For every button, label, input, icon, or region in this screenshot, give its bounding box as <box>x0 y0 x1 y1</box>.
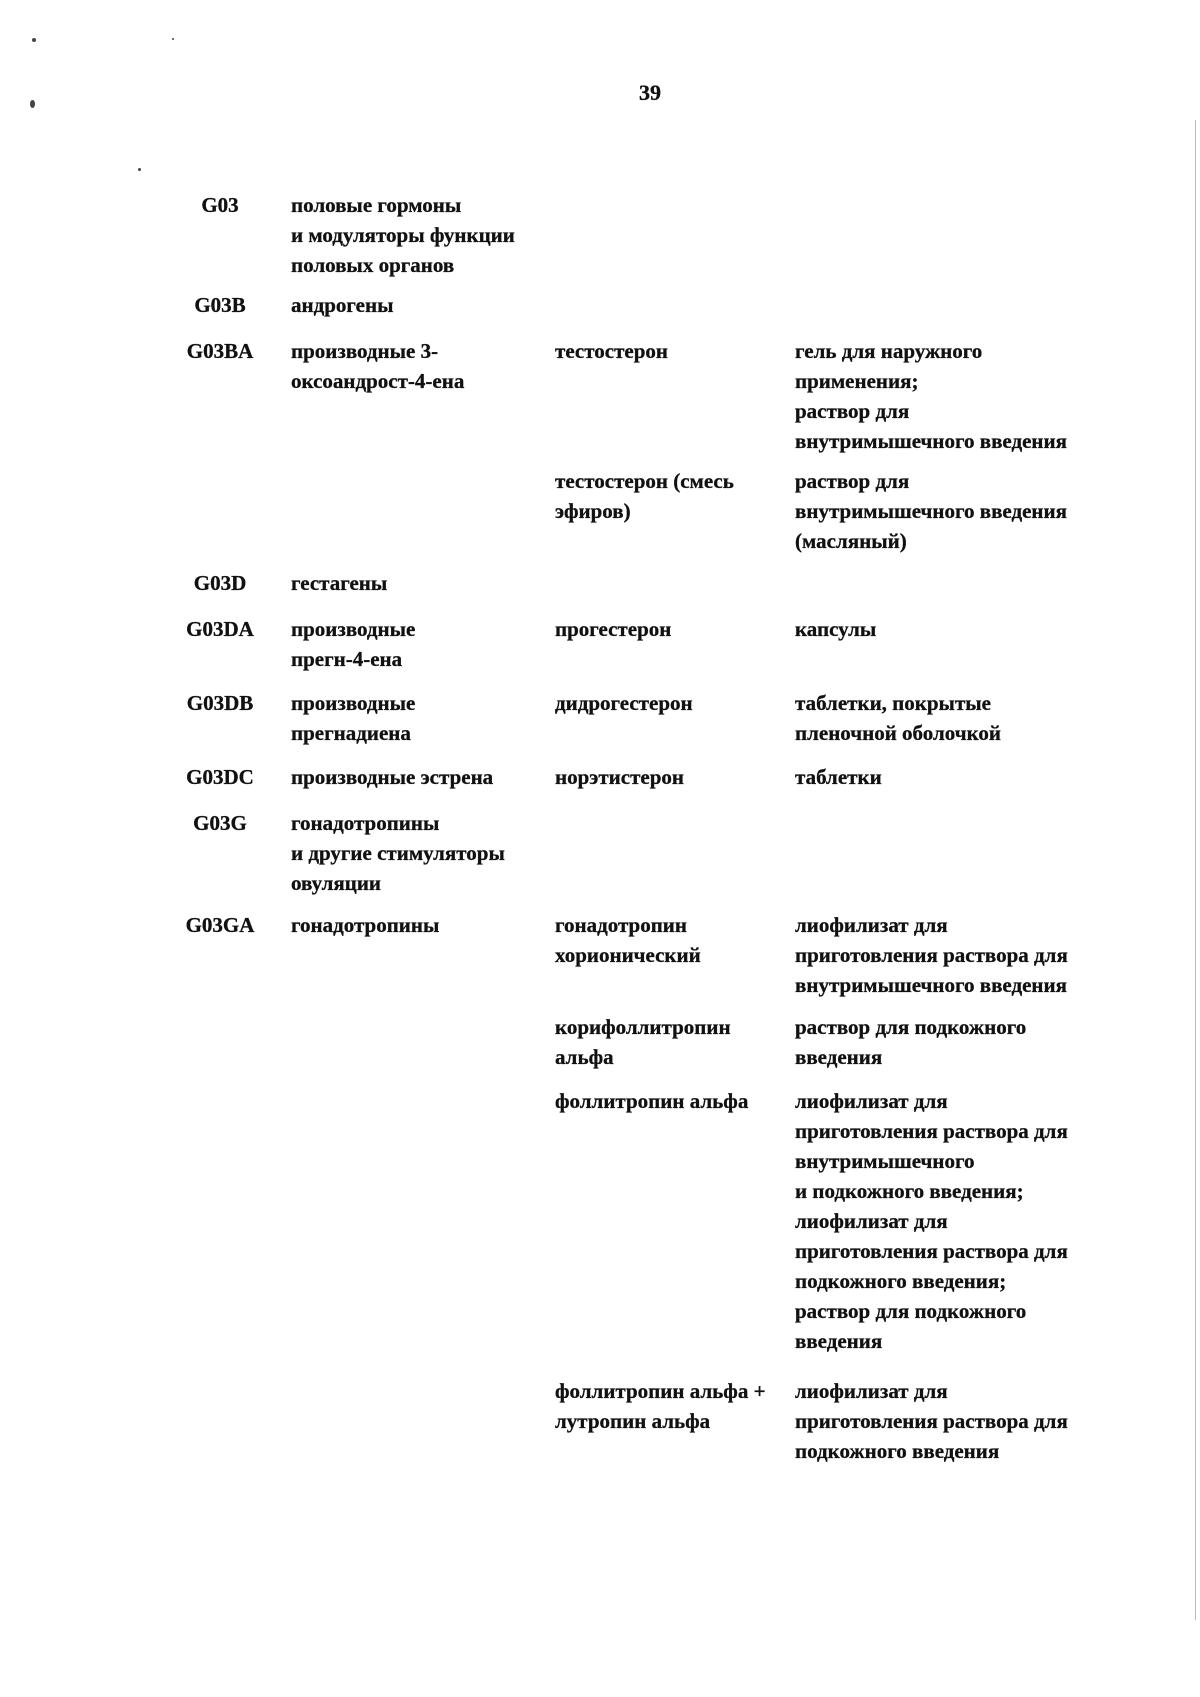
dosage-form: раствор для внутримышечного введения (масляный) <box>795 469 1067 553</box>
atc-code: G03 <box>201 193 239 217</box>
table-row <box>175 910 1105 1012</box>
scan-speck <box>172 38 174 40</box>
atc-group-name: производные прегн-4-ена <box>291 617 416 671</box>
dosage-form: капсулы <box>795 617 877 641</box>
table-row <box>175 290 1105 336</box>
dosage-form: лиофилизат для приготовления раствора для внутримышечного и подкожного введения; лиофилизат для приготовления раствора для подкожного введения; раствор для подкожного введения <box>795 1089 1068 1353</box>
table-row <box>175 614 1105 688</box>
table-row <box>175 336 1105 466</box>
table-row <box>175 1376 1105 1476</box>
table-row <box>175 1086 1105 1376</box>
table-row <box>175 762 1105 808</box>
atc-code: G03DB <box>186 691 254 715</box>
drug-name: тестостерон (смесь эфиров) <box>555 469 734 523</box>
atc-group-name: производные прегнадиена <box>291 691 416 745</box>
atc-code: G03DC <box>186 765 254 789</box>
atc-code: G03BA <box>186 339 254 363</box>
atc-group-name: гонадотропины <box>291 913 440 937</box>
scan-speck <box>138 168 141 171</box>
drug-name: корифоллитропин альфа <box>555 1015 731 1069</box>
scan-speck <box>32 38 36 42</box>
atc-group-name: гестагены <box>291 571 388 595</box>
drug-name: тестостерон <box>555 339 668 363</box>
drug-classification-table <box>175 190 1105 1476</box>
drug-name: норэтистерон <box>555 765 685 789</box>
drug-name: фоллитропин альфа + лутропин альфа <box>555 1379 766 1433</box>
table-row <box>175 808 1105 910</box>
atc-group-name: андрогены <box>291 293 394 317</box>
atc-group-name: гонадотропины и другие стимуляторы овуляции <box>291 811 505 895</box>
atc-code: G03DA <box>186 617 254 641</box>
table-row <box>175 688 1105 762</box>
scan-edge-line <box>1195 120 1196 1620</box>
dosage-form: таблетки, покрытые пленочной оболочкой <box>795 691 1002 745</box>
table-row <box>175 466 1105 568</box>
page-number: 39 <box>639 80 661 105</box>
atc-group-name: производные 3- оксоандрост-4-ена <box>291 339 465 393</box>
dosage-form: таблетки <box>795 765 882 789</box>
table-row <box>175 568 1105 614</box>
drug-name: дидрогестерон <box>555 691 693 715</box>
dosage-form: гель для наружного применения; раствор для внутримышечного введения <box>795 339 1067 453</box>
atc-code: G03G <box>193 811 247 835</box>
atc-code: G03B <box>194 293 246 317</box>
dosage-form: лиофилизат для приготовления раствора для внутримышечного введения <box>795 913 1068 997</box>
table-row <box>175 190 1105 290</box>
drug-name: гонадотропин хорионический <box>555 913 701 967</box>
atc-code: G03D <box>193 571 247 595</box>
dosage-form: раствор для подкожного введения <box>795 1015 1027 1069</box>
drug-name: фоллитропин альфа <box>555 1089 749 1113</box>
atc-group-name: производные эстрена <box>291 765 494 789</box>
scan-speck <box>30 100 35 108</box>
atc-group-name: половые гормоны и модуляторы функции половых органов <box>291 193 515 277</box>
table-row <box>175 1012 1105 1086</box>
atc-code: G03GA <box>185 913 255 937</box>
dosage-form: лиофилизат для приготовления раствора для подкожного введения <box>795 1379 1068 1463</box>
drug-name: прогестерон <box>555 617 672 641</box>
